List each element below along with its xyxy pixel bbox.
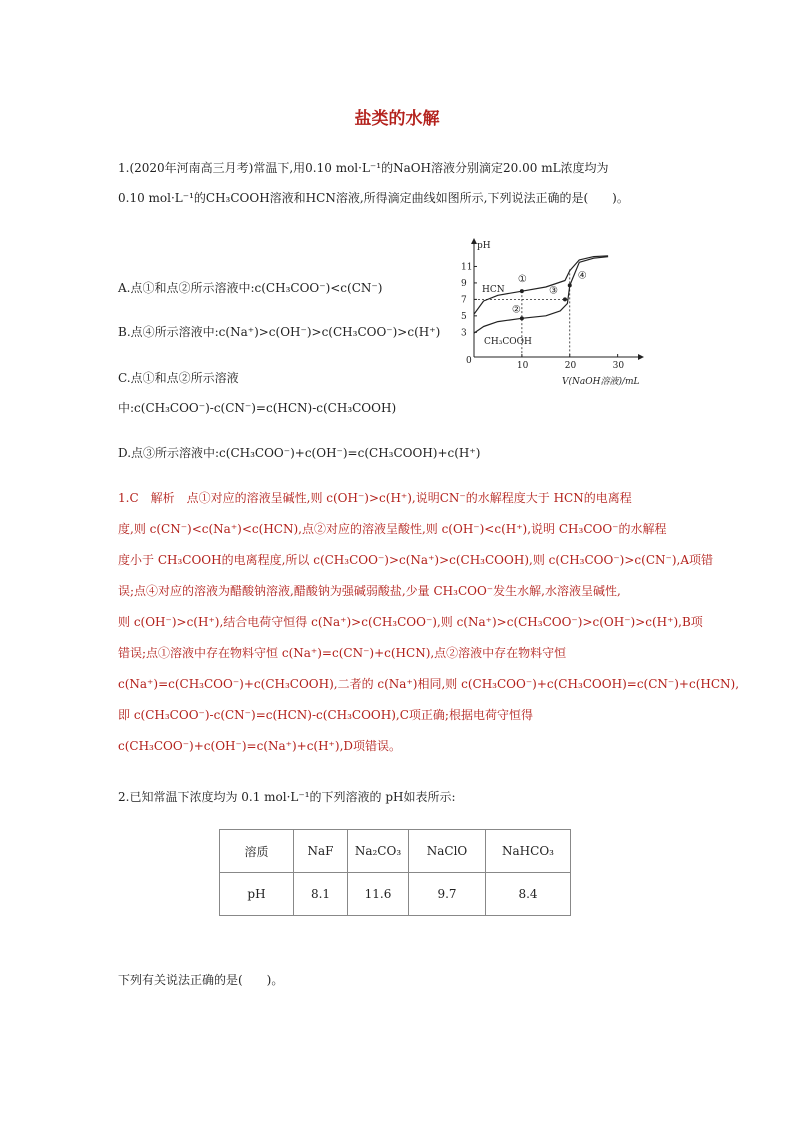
- answer-1-line-5: 则 c(OH⁻)>c(H⁺),结合电荷守恒得 c(Na⁺)>c(CH₃COO⁻),则 c(Na⁺)>c(CH₃COO⁻)>c(OH⁻)>c(H⁺),B项: [118, 615, 703, 629]
- table-header-cell: NaHCO₃: [486, 830, 571, 873]
- answer-1-line-8: 即 c(CH₃COO⁻)-c(CN⁻)=c(HCN)-c(CH₃COOH),C项正确;根据电荷守恒得: [118, 708, 533, 722]
- answer-1-line-7: c(Na⁺)=c(CH₃COO⁻)+c(CH₃COOH),二者的 c(Na⁺)相同,则 c(CH₃COO⁻)+c(CH₃COOH)=c(CN⁻)+c(HCN),: [118, 677, 740, 691]
- option-b: B.点④所示溶液中:c(Na⁺)>c(OH⁻)>c(CH₃COO⁻)>c(H⁺): [118, 325, 441, 339]
- titration-point-label: ①: [517, 274, 527, 286]
- table-cell: 8.1: [294, 873, 348, 916]
- question-2-line-1: 2.已知常温下浓度均为 0.1 mol·L⁻¹的下列溶液的 pH如表所示:: [118, 790, 456, 804]
- y-tick-label: 3: [461, 328, 467, 339]
- ch3cooh-label: CH₃COOH: [484, 337, 532, 347]
- titration-point: [563, 297, 567, 301]
- table-cell: 9.7: [409, 873, 486, 916]
- titration-point-label: ③: [548, 285, 558, 297]
- question-2-line-2: 下列有关说法正确的是( )。: [118, 973, 284, 987]
- answer-1-line-4: 误;点④对应的溶液为醋酸钠溶液,醋酸钠为强碱弱酸盐,少量 CH₃COO⁻发生水解,水溶液呈碱性,: [118, 584, 621, 598]
- x-tick-label: 30: [612, 361, 625, 371]
- table-cell: pH: [220, 873, 294, 916]
- table-header-row: [220, 830, 571, 873]
- titration-chart-svg: [450, 232, 650, 392]
- y-axis-label: pH: [477, 241, 491, 251]
- x-tick-label: 10: [516, 361, 529, 371]
- table-header-cell: 溶质: [220, 830, 294, 873]
- table-cell: 8.4: [486, 873, 571, 916]
- titration-point: [568, 283, 572, 287]
- titration-chart: [450, 232, 650, 392]
- answer-1-line-9: c(CH₃COO⁻)+c(OH⁻)=c(Na⁺)+c(H⁺),D项错误。: [118, 739, 402, 753]
- x-axis-arrow-icon: [638, 354, 644, 360]
- y-tick-label: 9: [461, 278, 467, 289]
- answer-1-line-2: 度,则 c(CN⁻)<c(Na⁺)<c(HCN),点②对应的溶液呈酸性,则 c(OH⁻)<c(H⁺),说明 CH₃COO⁻的水解程: [118, 522, 667, 536]
- answer-1-line-1: 1.C 解析 点①对应的溶液呈碱性,则 c(OH⁻)>c(H⁺),说明CN⁻的水解程度大于 HCN的电离程: [118, 491, 632, 505]
- y-tick-label: 5: [461, 311, 467, 322]
- x-tick-label: 20: [564, 361, 577, 371]
- table-header-cell: NaF: [294, 830, 348, 873]
- question-1-line-1: 1.(2020年河南高三月考)常温下,用0.10 mol·L⁻¹的NaOH溶液分别滴定20.00 mL浓度均为: [118, 161, 609, 175]
- table-header-cell: NaClO: [409, 830, 486, 873]
- question-1-line-2: 0.10 mol·L⁻¹的CH₃COOH溶液和HCN溶液,所得滴定曲线如图所示,下列说法正确的是( )。: [118, 191, 629, 205]
- ph-table: [219, 829, 571, 916]
- answer-1-line-6: 错误;点①溶液中存在物料守恒 c(Na⁺)=c(CN⁻)+c(HCN),点②溶液中存在物料守恒: [118, 646, 567, 660]
- y-tick-label: 11: [461, 262, 473, 273]
- titration-point: [520, 316, 524, 320]
- option-c-line-1: C.点①和点②所示溶液: [118, 371, 239, 385]
- y-tick-label: 7: [461, 295, 467, 306]
- titration-point: [520, 289, 524, 293]
- table-row: [220, 873, 571, 916]
- table-header-cell: Na₂CO₃: [348, 830, 409, 873]
- answer-1-line-3: 度小于 CH₃COOH的电离程度,所以 c(CH₃COO⁻)>c(Na⁺)>c(CH₃COOH),则 c(CH₃COO⁻)>c(CN⁻),A项错: [118, 553, 713, 567]
- option-c-line-2: 中:c(CH₃COO⁻)-c(CN⁻)=c(HCN)-c(CH₃COOH): [118, 401, 397, 415]
- origin-label: 0: [466, 356, 472, 366]
- titration-point-label: ②: [511, 304, 521, 316]
- hcn-label: HCN: [482, 285, 505, 295]
- x-axis-label: V(NaOH溶液)/mL: [562, 377, 640, 387]
- titration-point-label: ④: [577, 270, 587, 282]
- table-cell: 11.6: [348, 873, 409, 916]
- option-d: D.点③所示溶液中:c(CH₃COO⁻)+c(OH⁻)=c(CH₃COOH)+c(H⁺): [118, 446, 481, 460]
- page-title: 盐类的水解: [354, 109, 440, 129]
- option-a: A.点①和点②所示溶液中:c(CH₃COO⁻)<c(CN⁻): [118, 281, 383, 295]
